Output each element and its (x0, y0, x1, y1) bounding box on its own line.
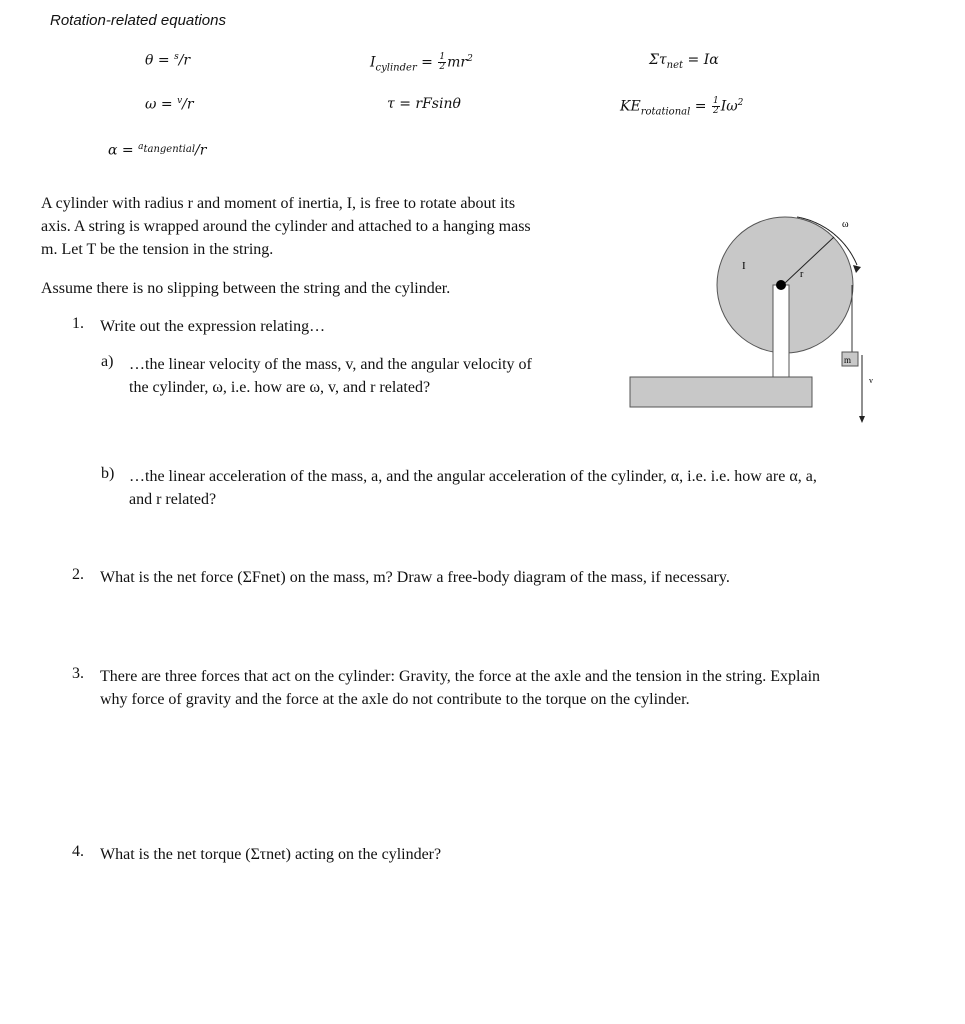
question-2-text: What is the net force (ΣFnet) on the mass, m? Draw a free-body diagram of the mass, if necessary. (100, 569, 730, 586)
axle-icon (776, 280, 786, 290)
omega-label: ω (842, 219, 849, 230)
velocity-arrowhead (859, 416, 865, 423)
intro-line-2: axis. A string is wrapped around the cylinder and attached to a hanging mass (41, 218, 531, 235)
table (630, 377, 812, 407)
question-1-text: Write out the expression relating… (100, 318, 326, 335)
question-1-number: 1. (72, 315, 84, 332)
equation-net-torque: $\Sigma\tau_{net} = I\alpha$ (649, 52, 719, 71)
cylinder-mass-diagram (625, 205, 885, 425)
equation-moment-of-inertia: $I_{cylinder}$ = $\frac{1}{2}$ $mr^2$ (370, 52, 473, 74)
question-3-line-2: why force of gravity and the force at the axle do not contribute to the torque on the cylinder. (100, 691, 690, 708)
axle-support (773, 285, 789, 377)
question-1b-letter: b) (101, 465, 115, 482)
question-1a-line-1: …the linear velocity of the mass, v, and the angular velocity of (129, 356, 532, 373)
radius-label: r (800, 269, 804, 280)
velocity-label: v (869, 376, 873, 385)
question-2-number: 2. (72, 566, 84, 583)
question-4-text: What is the net torque (Στnet) acting on the cylinder? (100, 846, 442, 863)
intro-line-3: m. Let T be the tension in the string. (41, 241, 274, 258)
assumption-text: Assume there is no slipping between the string and the cylinder. (41, 280, 451, 297)
question-1a-letter: a) (101, 353, 114, 370)
intro-line-1: A cylinder with radius r and moment of inertia, I, is free to rotate about its (41, 195, 516, 212)
question-3-line-1: There are three forces that act on the cylinder: Gravity, the force at the axle and the tension in the string. Explain (100, 668, 821, 685)
equation-omega: ω = $^v$/r (145, 96, 194, 113)
question-1a-line-2: the cylinder, ω, i.e. how are ω, v, and r related? (129, 379, 431, 396)
section-heading: Rotation-related equations (50, 12, 226, 29)
equation-alpha: α = $^{a_{tangential}}$/r (108, 142, 207, 159)
equation-torque: τ = rFsinθ (387, 96, 461, 112)
question-1b-line-2: and r related? (129, 491, 217, 508)
equation-rotational-ke: $KE_{rotational}$ = $\frac{1}{2}$ $I\omega^2$ (620, 96, 744, 118)
inertia-label: I (742, 260, 746, 272)
question-3-number: 3. (72, 665, 84, 682)
question-4-number: 4. (72, 843, 84, 860)
equation-theta: θ = $^s$/r (145, 52, 191, 69)
mass-label: m (844, 355, 852, 365)
question-1b-line-1: …the linear acceleration of the mass, a, and the angular acceleration of the cylinder, α, i.e. i.e. how are α, a, (129, 468, 817, 485)
rotation-arrowhead (853, 265, 861, 273)
